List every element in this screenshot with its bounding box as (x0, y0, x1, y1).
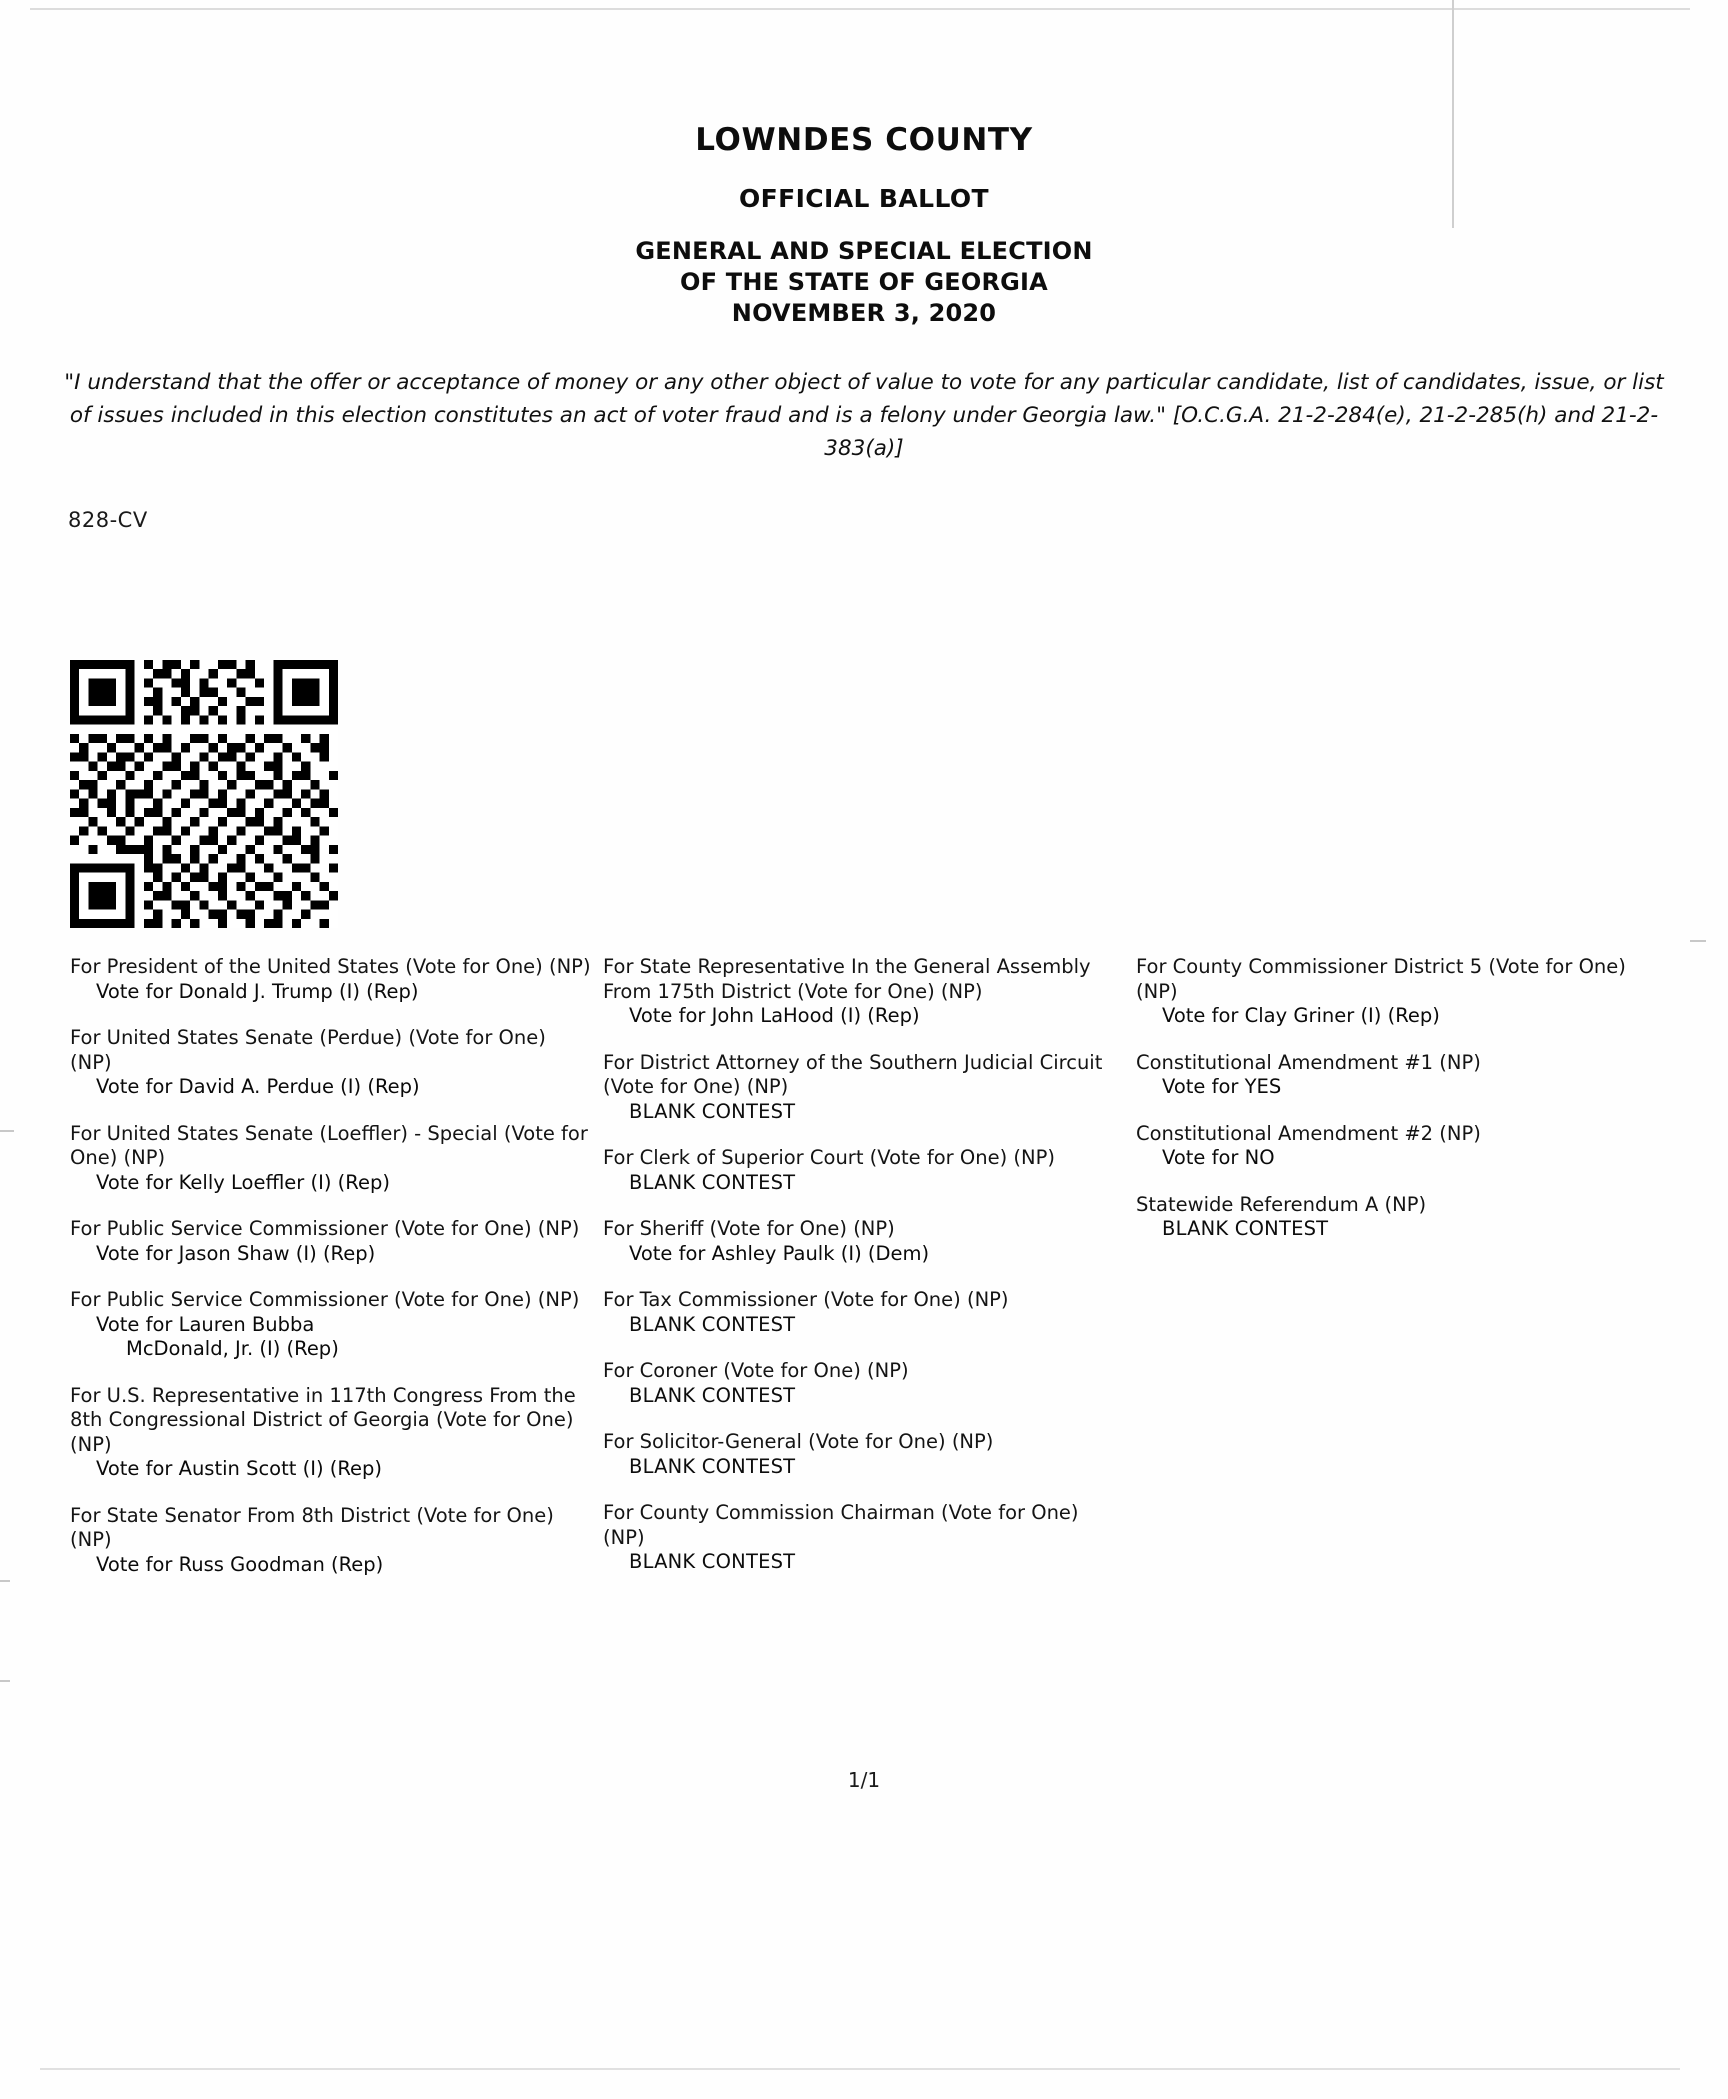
contest-title: For President of the United States (Vote for One) (NP) (70, 955, 591, 978)
scan-edge-mark-top (30, 8, 1690, 10)
contest-choice: BLANK CONTEST (629, 1550, 796, 1573)
contest-title: For U.S. Representative in 117th Congress From the 8th Congressional District of Georgia (Vote for One) (NP) (70, 1383, 576, 1456)
contest-choice: BLANK CONTEST (629, 1312, 796, 1336)
contest-block (70, 1288, 591, 1362)
contest-choice: BLANK CONTEST (629, 1383, 796, 1407)
qr-code (70, 660, 338, 928)
contest-title: For Coroner (Vote for One) (NP) (603, 1359, 909, 1382)
scan-edge-mark-bottom (40, 2068, 1680, 2070)
contest-title: For Clerk of Superior Court (Vote for One) (NP) (603, 1146, 1055, 1169)
contest-block (70, 955, 591, 1004)
contest-title: For United States Senate (Perdue) (Vote for One) (NP) (70, 1026, 546, 1074)
contest-block (603, 1146, 1124, 1195)
contest-block (70, 1504, 591, 1578)
contest-block (603, 1051, 1124, 1125)
county-title: LOWNDES COUNTY (695, 122, 1033, 158)
contest-title: For Sheriff (Vote for One) (NP) (603, 1217, 895, 1240)
contest-title: For District Attorney of the Southern Judicial Circuit (Vote for One) (NP) (603, 1050, 1103, 1098)
contest-title: For Public Service Commissioner (Vote for One) (NP) (70, 1217, 580, 1240)
scan-edge-mark-left-a (0, 1130, 14, 1132)
contest-title: Constitutional Amendment #2 (NP) (1136, 1121, 1481, 1145)
scan-edge-mark-left-c (0, 1680, 10, 1682)
contest-choice: Vote for Jason Shaw (I) (Rep) (96, 1241, 376, 1265)
contest-block (70, 1384, 591, 1482)
scan-edge-mark-left-b (0, 1580, 10, 1582)
election-date: NOVEMBER 3, 2020 (731, 299, 997, 327)
contest-choice: BLANK CONTEST (629, 1099, 796, 1123)
contest-choice: Vote for David A. Perdue (I) (Rep) (96, 1075, 420, 1098)
election-title-line-2: OF THE STATE OF GEORGIA (680, 268, 1048, 296)
scan-edge-mark-right-lower (1690, 940, 1706, 942)
contest-block (70, 1026, 591, 1100)
contest-column-2 (603, 955, 1136, 1599)
contest-block (603, 1501, 1124, 1575)
contest-title: For United States Senate (Loeffler) - Special (Vote for One) (NP) (70, 1121, 588, 1169)
contest-choice: BLANK CONTEST (629, 1170, 796, 1194)
contest-choice: Vote for Austin Scott (I) (Rep) (96, 1457, 383, 1480)
contest-title: Constitutional Amendment #1 (NP) (1136, 1050, 1481, 1074)
contest-choice: BLANK CONTEST (1162, 1217, 1329, 1240)
contest-block (70, 1122, 591, 1196)
contest-columns (70, 955, 1670, 1599)
contest-choice: Vote for Clay Griner (I) (Rep) (1162, 1004, 1440, 1027)
contest-choice: Vote for John LaHood (I) (Rep) (629, 1004, 920, 1027)
contest-title: Statewide Referendum A (NP) (1136, 1192, 1427, 1216)
contest-title: For Tax Commissioner (Vote for One) (NP) (603, 1288, 1009, 1311)
contest-block (1136, 1193, 1657, 1242)
contest-choice: Vote for Russ Goodman (Rep) (96, 1552, 384, 1576)
contest-choice: Vote for Kelly Loeffler (I) (Rep) (96, 1170, 390, 1194)
contest-title: For State Representative In the General Assembly From 175th District (Vote for One) (NP) (603, 955, 1091, 1003)
contest-title: For Solicitor-General (Vote for One) (NP) (603, 1430, 994, 1453)
contest-block (603, 1359, 1124, 1408)
ballot-style-code: 828-CV (68, 508, 148, 532)
election-title-line-1: GENERAL AND SPECIAL ELECTION (635, 237, 1093, 265)
contest-choice: Vote for Donald J. Trump (I) (Rep) (96, 979, 419, 1003)
page-number: 1/1 (847, 1768, 881, 1792)
contest-block (1136, 955, 1657, 1029)
contest-block (603, 1430, 1124, 1479)
contest-choice: BLANK CONTEST (629, 1454, 796, 1478)
contest-block (70, 1217, 591, 1266)
contest-choice-continuation: McDonald, Jr. (I) (Rep) (126, 1337, 339, 1360)
official-ballot-title: OFFICIAL BALLOT (738, 184, 990, 213)
contest-block (603, 955, 1124, 1029)
contest-choice: Vote for Ashley Paulk (I) (Dem) (629, 1241, 930, 1265)
contest-block (603, 1288, 1124, 1337)
contest-title: For Public Service Commissioner (Vote for One) (NP) (70, 1288, 580, 1311)
contest-column-1 (70, 955, 603, 1599)
contest-column-3 (1136, 955, 1669, 1599)
contest-block (1136, 1122, 1657, 1171)
contest-title: For State Senator From 8th District (Vote for One) (NP) (70, 1503, 554, 1551)
contest-choice: Vote for NO (1162, 1146, 1275, 1169)
election-title (0, 236, 1728, 329)
voter-oath-statement: "I understand that the offer or acceptance of money or any other object of value to vote for any particular candidate, list of candidates, issue, or list of issues included in this election constitutes an act of voter fraud and is a felony under Georgia law." [O.C.G.A. 21-2-284(e), 21-2-285(h) and 21-2-383(a)] (64, 370, 1664, 461)
contest-title: For County Commission Chairman (Vote for One) (NP) (603, 1501, 1079, 1549)
contest-block (603, 1217, 1124, 1266)
contest-choice: Vote for Lauren Bubba (96, 1312, 315, 1336)
contest-choice: Vote for YES (1162, 1075, 1282, 1098)
contest-title: For County Commissioner District 5 (Vote for One) (NP) (1136, 955, 1626, 1003)
contest-block (1136, 1051, 1657, 1100)
